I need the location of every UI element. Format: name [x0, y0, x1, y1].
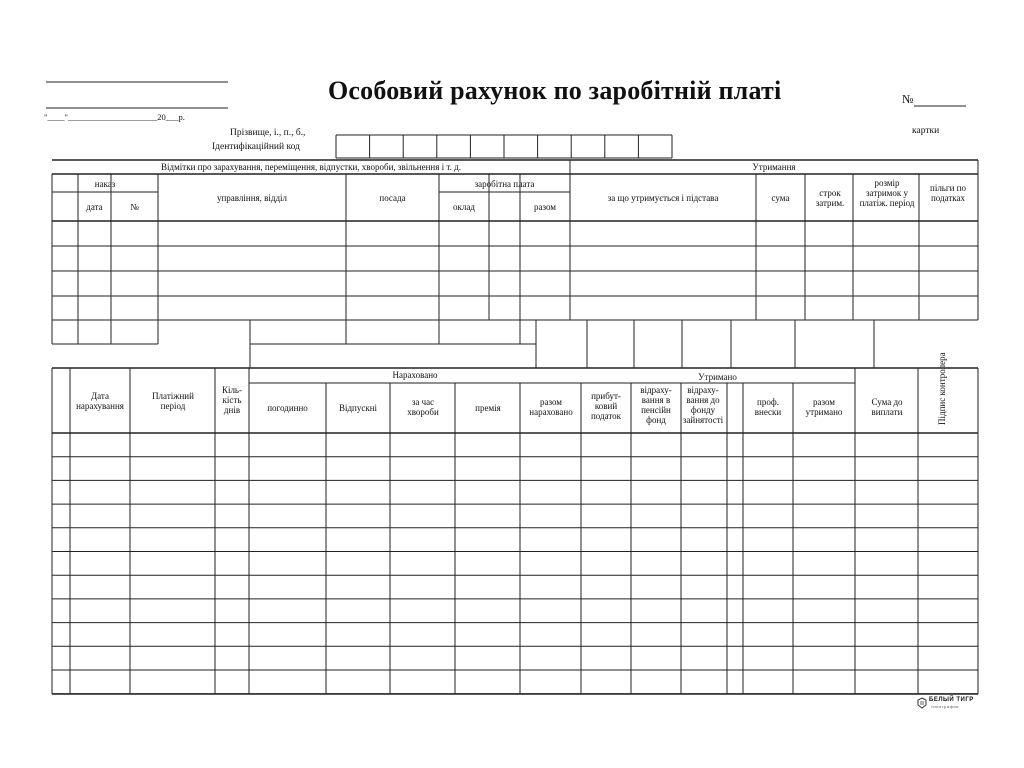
brand-name: БЕЛЫЙ ТИГР [929, 697, 974, 703]
pay-period-label: Платіжний період [152, 391, 194, 411]
department-label: управління, відділ [216, 193, 288, 203]
name-label: Прізвище, і., п., б., [230, 128, 306, 138]
card-label: картки [912, 126, 940, 136]
to-pay-label: Сума до виплати [871, 397, 903, 417]
union-label: проф. внески [754, 397, 782, 417]
date-line: "____"_____________________20___р. [44, 112, 185, 122]
number-label: № [902, 92, 914, 106]
brand-sub: типография [931, 704, 960, 709]
tiger-logo-icon [917, 697, 927, 709]
accrued-title: Нараховано [392, 370, 438, 380]
pension-label: відраху-вання в пенсійн фонд [640, 385, 672, 425]
tax-benefits-label: пільги по податках [930, 183, 966, 203]
withheld-title: Утримано [698, 372, 737, 382]
sick-label: за час хвороби [407, 397, 439, 417]
accrual-date-label: Дата нарахування [76, 391, 124, 411]
marks-title: Відмітки про зарахування, переміщення, відпустки, хвороби, звільнення і т. д. [161, 162, 461, 172]
deductions-title: Утримання [752, 162, 796, 172]
vacation-label: Відпускні [338, 403, 378, 413]
deduction-reason-label: за що утримується і підстава [607, 193, 719, 203]
date-label: дата [86, 202, 103, 212]
deduction-size-label: розмір затримок у платіж. період [859, 178, 915, 208]
brand-logo [917, 697, 979, 711]
controller-sign-label: Підпис контролера [937, 352, 947, 425]
form-title: Особовий рахунок по заробітній платі [328, 76, 782, 105]
id-code-label: Ідентифікаційний код [212, 142, 300, 152]
salary-label: заробітна плата [474, 179, 535, 189]
total-accrued-label: разом нараховано [529, 397, 573, 417]
total-label: разом [533, 202, 557, 212]
base-salary-label: оклад [453, 202, 475, 212]
deduction-term-label: строк затрим. [815, 188, 845, 208]
employment-label: відраху-вання до фонду зайнятості [682, 385, 724, 425]
num-label: № [130, 202, 139, 212]
order-label: наказ [94, 179, 116, 189]
days-count-label: Кіль-кість днів [221, 385, 243, 415]
position-label: посада [379, 193, 406, 203]
total-withheld-label: разом утримано [805, 397, 843, 417]
bonus-label: премія [475, 403, 501, 413]
income-tax-label: прибут-ковий податок [590, 391, 622, 421]
amount-label: сума [771, 193, 790, 203]
hourly-label: погодинно [267, 403, 308, 413]
